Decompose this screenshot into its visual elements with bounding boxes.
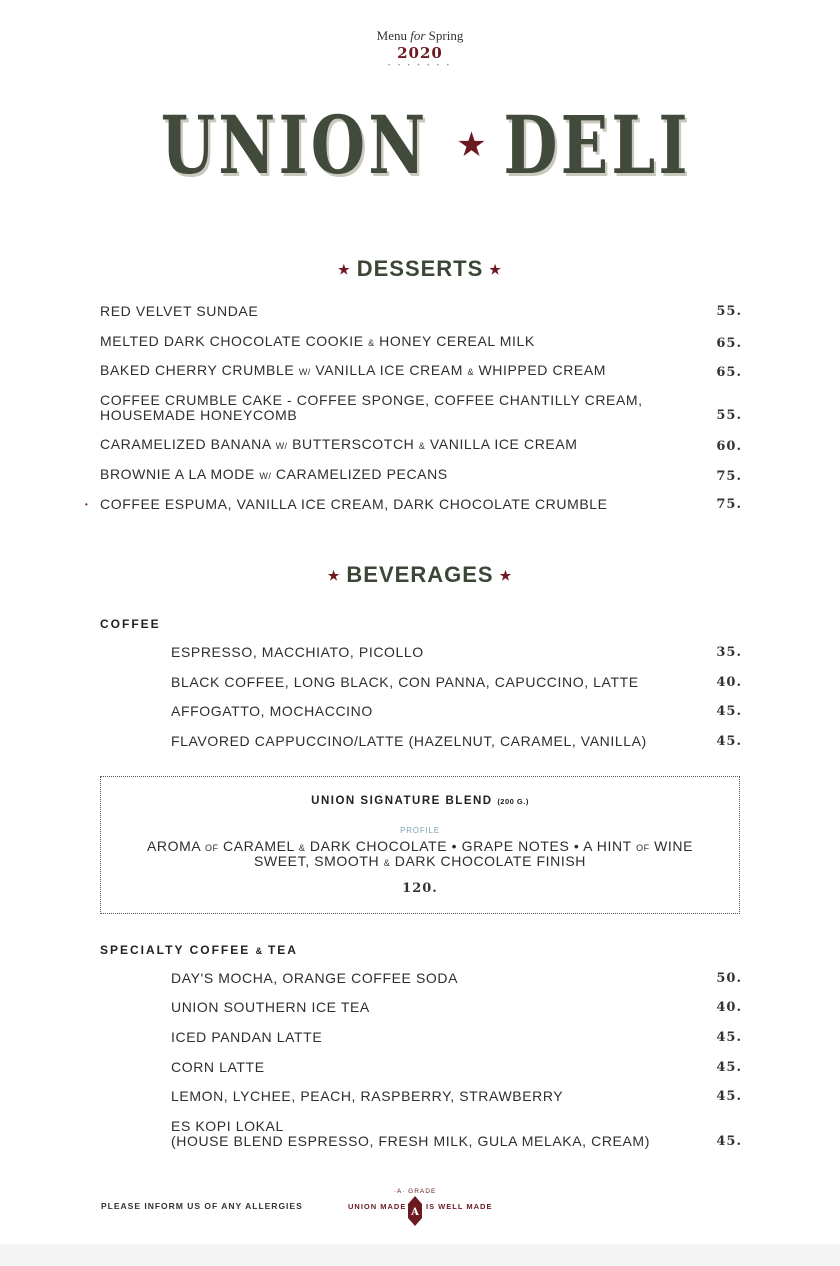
item-price: 60. bbox=[716, 439, 742, 454]
item-price: 75. bbox=[716, 469, 742, 484]
item-name: ESPRESSO, MACCHIATO, PICOLLO bbox=[171, 644, 424, 660]
item-price: 55. bbox=[716, 304, 742, 319]
grade-a-icon bbox=[406, 1194, 424, 1228]
item-price: 45. bbox=[716, 704, 742, 719]
item-name: CARAMELIZED BANANA W/ BUTTERSCOTCH & VANILLA ICE CREAM bbox=[100, 436, 578, 452]
badge-left-text: UNION MADE bbox=[348, 1202, 407, 1211]
allergy-note: PLEASE INFORM US OF ANY ALLERGIES bbox=[101, 1201, 303, 1211]
menu-item bbox=[100, 334, 742, 351]
menu-item bbox=[85, 496, 742, 512]
star-icon: ★ bbox=[327, 568, 341, 584]
menu-item bbox=[171, 645, 742, 660]
union-deli-logo bbox=[0, 100, 840, 190]
item-name: BROWNIE A LA MODE W/ CARAMELIZED PECANS bbox=[100, 466, 448, 482]
signature-blend-price: 120. bbox=[402, 881, 438, 896]
item-name: ES KOPI LOKAL (HOUSE BLEND ESPRESSO, FRESH MILK, GULA MELAKA, CREAM) bbox=[171, 1118, 650, 1149]
badge-grade: ·A· GRADE bbox=[393, 1188, 437, 1195]
season-post: Spring bbox=[428, 28, 464, 43]
item-name: COFFEE CRUMBLE CAKE - COFFEE SPONGE, COFFEE CHANTILLY CREAM, HOUSEMADE HONEYCOMB bbox=[100, 392, 643, 423]
signature-blend-box bbox=[100, 776, 740, 914]
signature-blend-title: UNION SIGNATURE BLEND (200 G.) bbox=[311, 795, 529, 807]
item-price: 45. bbox=[716, 1030, 742, 1045]
item-price: 45. bbox=[716, 1089, 742, 1104]
season-pre: Menu bbox=[376, 28, 407, 43]
coffee-heading: COFFEE bbox=[100, 617, 161, 631]
menu-item bbox=[171, 704, 742, 719]
item-price: 40. bbox=[716, 1000, 742, 1015]
item-price: 45. bbox=[716, 1134, 742, 1149]
profile-notes: AROMA OF CARAMEL & DARK CHOCOLATE • GRAPE NOTES • A HINT OF WINE bbox=[146, 838, 694, 854]
star-icon: ★ bbox=[338, 262, 351, 278]
a-grade-badge bbox=[340, 1184, 510, 1230]
menu-item bbox=[171, 1060, 742, 1075]
menu-item bbox=[171, 1000, 742, 1015]
item-name: BLACK COFFEE, LONG BLACK, CON PANNA, CAPUCCINO, LATTE bbox=[171, 674, 639, 690]
item-name: FLAVORED CAPPUCCINO/LATTE (HAZELNUT, CARAMEL, VANILLA) bbox=[171, 733, 647, 749]
desserts-title bbox=[0, 256, 840, 282]
menu-item bbox=[100, 393, 742, 423]
page-bottom-strip bbox=[0, 1244, 840, 1266]
item-price: 35. bbox=[716, 645, 742, 660]
item-price: 65. bbox=[716, 336, 742, 351]
profile-finish: SWEET, SMOOTH & DARK CHOCOLATE FINISH bbox=[253, 853, 587, 869]
item-name: COFFEE ESPUMA, VANILLA ICE CREAM, DARK CHOCOLATE CRUMBLE bbox=[100, 496, 608, 512]
desserts-title-text: DESSERTS bbox=[356, 256, 484, 281]
menu-item bbox=[100, 304, 742, 319]
item-name: LEMON, LYCHEE, PEACH, RASPBERRY, STRAWBERRY bbox=[171, 1088, 564, 1104]
logo-word-deli: DELI bbox=[503, 98, 691, 192]
specialty-heading: SPECIALTY COFFEE & TEA bbox=[100, 943, 298, 957]
item-price: 45. bbox=[716, 1060, 742, 1075]
menu-item bbox=[100, 437, 742, 454]
item-name: AFFOGATTO, MOCHACCINO bbox=[171, 703, 373, 719]
item-name: CORN LATTE bbox=[171, 1059, 265, 1075]
beverages-title-text: BEVERAGES bbox=[346, 562, 494, 587]
menu-item bbox=[100, 363, 742, 380]
badge-right-text: IS WELL MADE bbox=[426, 1202, 493, 1211]
item-price: 65. bbox=[716, 365, 742, 380]
season-for: for bbox=[410, 28, 426, 43]
item-name: MELTED DARK CHOCOLATE COOKIE & HONEY CEREAL MILK bbox=[100, 333, 535, 349]
beverages-title bbox=[0, 562, 840, 588]
item-name: DAY'S MOCHA, ORANGE COFFEE SODA bbox=[171, 970, 459, 986]
menu-item bbox=[100, 467, 742, 484]
menu-item bbox=[171, 1119, 742, 1149]
menu-year: 2020 bbox=[397, 44, 443, 62]
star-icon: ★ bbox=[499, 568, 513, 584]
item-name: ICED PANDAN LATTE bbox=[171, 1029, 323, 1045]
menu-item bbox=[171, 971, 742, 986]
item-price: 50. bbox=[716, 971, 742, 986]
logo-word-union: UNION bbox=[160, 98, 429, 192]
badge-letter: A bbox=[411, 1207, 419, 1218]
year-dots: • • • • • • • bbox=[388, 63, 452, 69]
menu-season bbox=[0, 28, 840, 44]
item-name: BAKED CHERRY CRUMBLE W/ VANILLA ICE CREAM & WHIPPED CREAM bbox=[100, 362, 607, 378]
item-price: 75. bbox=[716, 497, 742, 512]
star-icon: ★ bbox=[489, 262, 502, 278]
item-price: 45. bbox=[716, 734, 742, 749]
menu-item bbox=[171, 1030, 742, 1045]
menu-item bbox=[171, 1089, 742, 1104]
profile-label: PROFILE bbox=[400, 826, 440, 835]
item-name: RED VELVET SUNDAE bbox=[100, 303, 259, 319]
menu-item bbox=[171, 675, 742, 690]
item-price: 40. bbox=[716, 675, 742, 690]
menu-item bbox=[171, 734, 742, 749]
item-name: UNION SOUTHERN ICE TEA bbox=[171, 999, 370, 1015]
bullet-icon: • bbox=[85, 500, 89, 509]
item-price: 55. bbox=[716, 408, 742, 423]
star-icon: ★ bbox=[456, 126, 487, 164]
